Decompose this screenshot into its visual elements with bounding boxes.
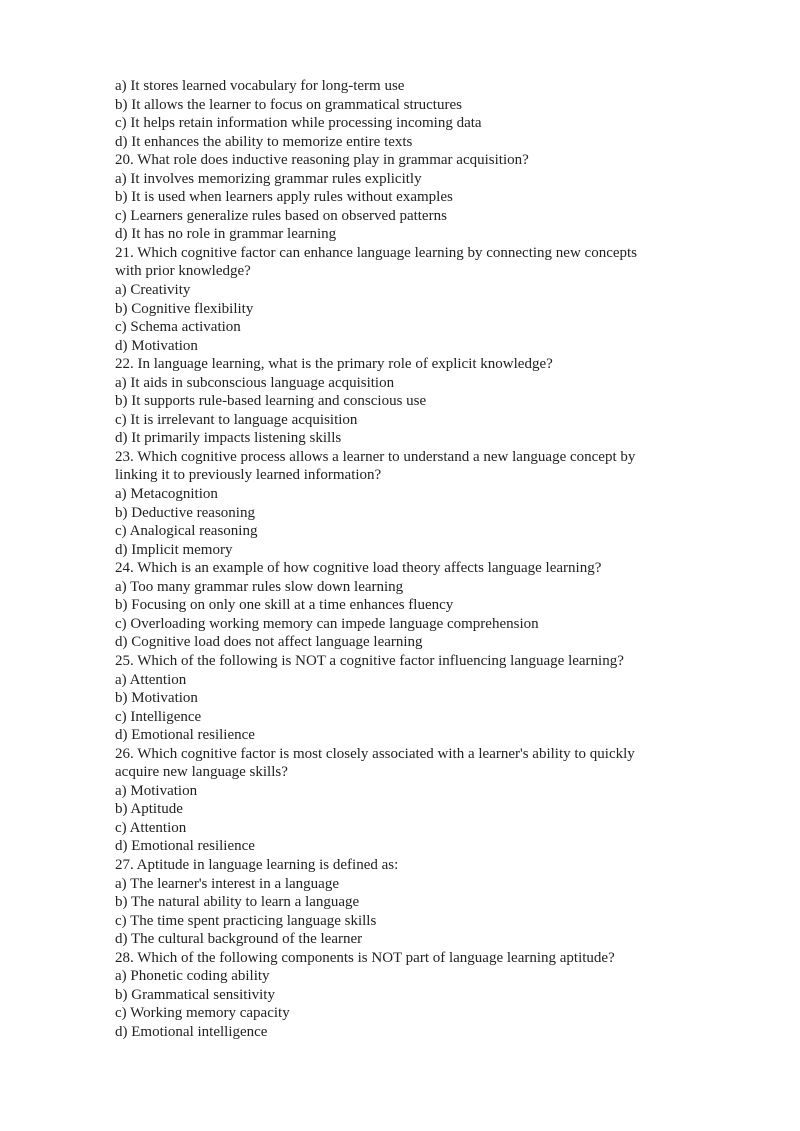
text-line: 25. Which of the following is NOT a cognitive factor influencing language learning? (115, 652, 624, 669)
text-line: d) Emotional resilience (115, 838, 255, 855)
text-line: c) It is irrelevant to language acquisition (115, 411, 358, 428)
text-line: b) Motivation (115, 690, 198, 707)
text-line: 26. Which cognitive factor is most closely associated with a learner's ability to quickly (115, 745, 635, 762)
text-line: c) Attention (115, 819, 187, 836)
text-line: d) Emotional intelligence (115, 1023, 268, 1040)
text-line: d) It has no role in grammar learning (115, 226, 337, 243)
text-line: b) It is used when learners apply rules without examples (115, 189, 453, 206)
text-line: d) It primarily impacts listening skills (115, 430, 342, 447)
text-line: c) Working memory capacity (115, 1005, 290, 1022)
text-line: c) Learners generalize rules based on observed patterns (115, 207, 447, 224)
text-line: with prior knowledge? (115, 263, 251, 280)
text-line: d) Implicit memory (115, 541, 233, 558)
text-line: d) Cognitive load does not affect language learning (115, 634, 423, 651)
text-line: d) It enhances the ability to memorize entire texts (115, 133, 413, 150)
text-line: a) It stores learned vocabulary for long-term use (115, 78, 405, 94)
text-line: a) Attention (115, 671, 187, 688)
text-line: a) Phonetic coding ability (115, 968, 270, 985)
text-line: c) Analogical reasoning (115, 523, 258, 540)
text-line: 24. Which is an example of how cognitive load theory affects language learning? (115, 560, 602, 577)
text-line: d) The cultural background of the learner (115, 931, 363, 948)
text-line: c) Schema activation (115, 319, 241, 336)
text-line: b) It supports rule-based learning and conscious use (115, 393, 427, 410)
text-line: c) The time spent practicing language skills (115, 912, 377, 929)
document-page (115, 77, 695, 1041)
text-line: b) Deductive reasoning (115, 504, 255, 521)
text-line: a) Motivation (115, 782, 198, 799)
text-line: linking it to previously learned information? (115, 467, 382, 484)
text-line: 27. Aptitude in language learning is defined as: (115, 856, 399, 873)
text-line: c) Intelligence (115, 708, 202, 725)
text-line: c) It helps retain information while processing incoming data (115, 115, 482, 132)
text-line: b) Grammatical sensitivity (115, 986, 275, 1003)
text-line: 21. Which cognitive factor can enhance language learning by connecting new concepts (115, 244, 638, 261)
text-line: 23. Which cognitive process allows a learner to understand a new language concept by (115, 448, 636, 465)
text-line: b) Focusing on only one skill at a time enhances fluency (115, 597, 454, 614)
text-line: b) The natural ability to learn a language (115, 894, 360, 911)
text-line: 22. In language learning, what is the primary role of explicit knowledge? (115, 356, 553, 373)
text-line: d) Motivation (115, 337, 198, 354)
text-line: a) Metacognition (115, 486, 218, 503)
text-line: 28. Which of the following components is NOT part of language learning aptitude? (115, 949, 615, 966)
text-line: acquire new language skills? (115, 764, 288, 781)
text-line: a) The learner's interest in a language (115, 875, 339, 892)
text-line: b) Cognitive flexibility (115, 300, 254, 317)
text-line: a) It involves memorizing grammar rules explicitly (115, 170, 422, 187)
text-line: a) Creativity (115, 282, 191, 299)
text-line: b) It allows the learner to focus on grammatical structures (115, 96, 462, 113)
text-line: a) It aids in subconscious language acquisition (115, 374, 395, 391)
text-line: a) Too many grammar rules slow down learning (115, 578, 404, 595)
text-line: b) Aptitude (115, 801, 183, 818)
text-line: c) Overloading working memory can impede language comprehension (115, 615, 539, 632)
text-line: 20. What role does inductive reasoning play in grammar acquisition? (115, 152, 529, 169)
text-line: d) Emotional resilience (115, 727, 255, 744)
